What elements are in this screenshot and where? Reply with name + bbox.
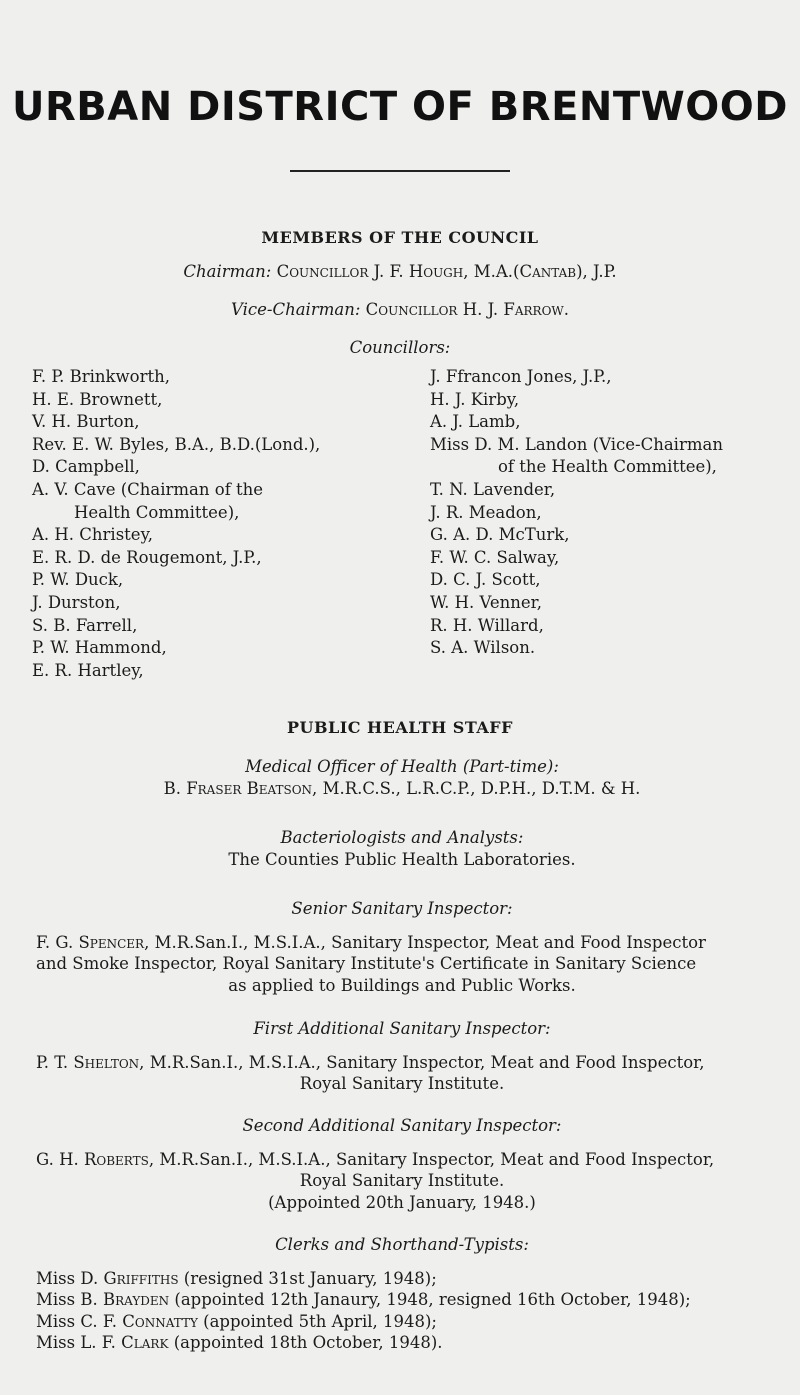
councillor-name: E. R. D. de Rougemont, J.P., [32,547,262,567]
second-additional-line3: (Appointed 20th January, 1948.) [268,1192,536,1212]
councillors-left-column [32,366,320,682]
councillor-name: V. H. Burton, [32,412,140,432]
second-additional-label: Second Additional Sanitary Inspector: [242,1116,562,1135]
clerks-section [36,1234,768,1354]
senior-inspector-name: F. G. Spencer, [36,932,150,952]
councillor-name: F. P. Brinkworth, [32,367,170,386]
senior-inspector-section [36,898,768,996]
first-additional-section [36,1018,768,1095]
bacteriologists-label: Bacteriologists and Analysts: [280,828,524,847]
senior-inspector-details: M.R.San.I., M.S.I.A., Sanitary Inspector, Meat and Food Inspector [154,932,706,952]
clerk-name: Connatty [122,1311,198,1331]
first-additional-details: M.R.San.I., M.S.I.A., Sanitary Inspector, Meat and Food Inspector, [149,1052,705,1072]
clerk-prefix: Miss D. [36,1268,99,1288]
councillor-name: A. J. Lamb, [430,412,521,432]
councillor-name: D. Campbell, [32,457,140,477]
councillors-label: Councillors: [349,338,451,357]
councillor-name: E. R. Hartley, [32,660,144,680]
clerk-details: (appointed 18th October, 1948). [173,1333,443,1352]
councillor-name: G. A. D. McTurk, [430,525,570,545]
bacteriologists-section [36,827,768,870]
vice-chairman-text: Councillor H. J. Farrow. [365,300,569,319]
second-additional-section [36,1115,768,1213]
clerk-name: Griffiths [103,1268,179,1288]
senior-inspector-line2: and Smoke Inspector, Royal Sanitary Institute's Certificate in Sanitary Science [36,954,697,973]
first-additional-name: P. T. Shelton, [36,1052,145,1072]
councillor-name: R. H. Willard, [430,615,544,635]
clerk-prefix: Miss C. F. [36,1311,118,1331]
second-additional-line2: Royal Sanitary Institute. [299,1171,505,1190]
councillor-name: H. E. Brownett, [32,389,163,409]
councillor-name-continued: Health Committee), [74,502,240,522]
councillor-name: Rev. E. W. Byles, B.A., B.D.(Lond.), [32,434,321,454]
chairman-text: Councillor J. F. Hough, M.A.(Cantab), J.P. [276,262,617,281]
document-title: URBAN DISTRICT OF BRENTWOOD [11,84,789,130]
staff-heading: PUBLIC HEALTH STAFF [286,718,514,737]
councillor-name: P. W. Duck, [32,570,124,590]
councillor-name: D. C. J. Scott, [430,570,541,590]
first-additional-line2: Royal Sanitary Institute. [299,1074,505,1093]
councillor-name: S. A. Wilson. [430,638,536,658]
councillors-right-column [430,366,723,660]
senior-inspector-label: Senior Sanitary Inspector: [291,899,513,918]
councillor-name: J. R. Meadon, [430,502,542,522]
clerk-prefix: Miss L. F. [36,1333,116,1352]
clerk-details: (resigned 31st January, 1948); [183,1268,437,1288]
first-additional-label: First Additional Sanitary Inspector: [253,1019,551,1038]
clerk-entry [36,1332,768,1354]
clerks-label: Clerks and Shorthand-Typists: [275,1235,529,1254]
moh-text [36,778,768,800]
councillor-name: J. Durston, [32,592,121,612]
senior-inspector-line3: as applied to Buildings and Public Works. [228,975,576,995]
second-additional-details: M.R.San.I., M.S.I.A., Sanitary Inspector, Meat and Food Inspector, [159,1149,715,1169]
councillor-name: A. V. Cave (Chairman of the [32,479,264,499]
moh-qualifications: M.R.C.S., L.R.C.P., D.P.H., D.T.M. & H. [322,778,641,798]
vice-chairman-line [0,300,800,319]
councillor-name: F. W. C. Salway, [430,547,560,567]
clerk-entry [36,1311,768,1333]
clerk-prefix: Miss B. [36,1290,98,1309]
moh-section [36,756,768,799]
clerk-name: Clark [121,1333,169,1352]
bacteriologists-text: The Counties Public Health Laboratories. [228,849,576,869]
councillor-name: J. Ffrancon Jones, J.P., [430,367,612,386]
senior-inspector-line1 [36,932,768,954]
councillor-name: S. B. Farrell, [32,615,138,635]
moh-name: B. Fraser Beatson, [163,778,318,798]
clerk-details: (appointed 12th Janaury, 1948, resigned 16th October, 1948); [174,1290,691,1309]
councillor-name: A. H. Christey, [32,525,153,545]
members-heading: MEMBERS OF THE COUNCIL [261,228,539,247]
clerk-entry [36,1289,768,1311]
first-additional-line1 [36,1052,768,1074]
chairman-label: Chairman: [183,262,272,281]
councillor-name-continued: of the Health Committee), [498,457,717,477]
councillor-name: P. W. Hammond, [32,638,167,658]
clerk-entry [36,1268,768,1290]
second-additional-name: G. H. Roberts, [36,1149,155,1169]
chairman-line [0,262,800,281]
councillor-name: W. H. Venner, [430,592,542,612]
clerk-details: (appointed 5th April, 1948); [203,1311,437,1331]
councillor-name: T. N. Lavender, [430,479,556,499]
moh-label: Medical Officer of Health (Part-time): [245,757,559,776]
vice-chairman-label: Vice-Chairman: [230,300,361,319]
clerk-name: Brayden [102,1290,170,1309]
councillor-name: H. J. Kirby, [430,389,520,409]
title-divider [290,170,510,172]
councillor-name: Miss D. M. Landon (Vice-Chairman [430,434,723,454]
second-additional-line1 [36,1149,768,1171]
